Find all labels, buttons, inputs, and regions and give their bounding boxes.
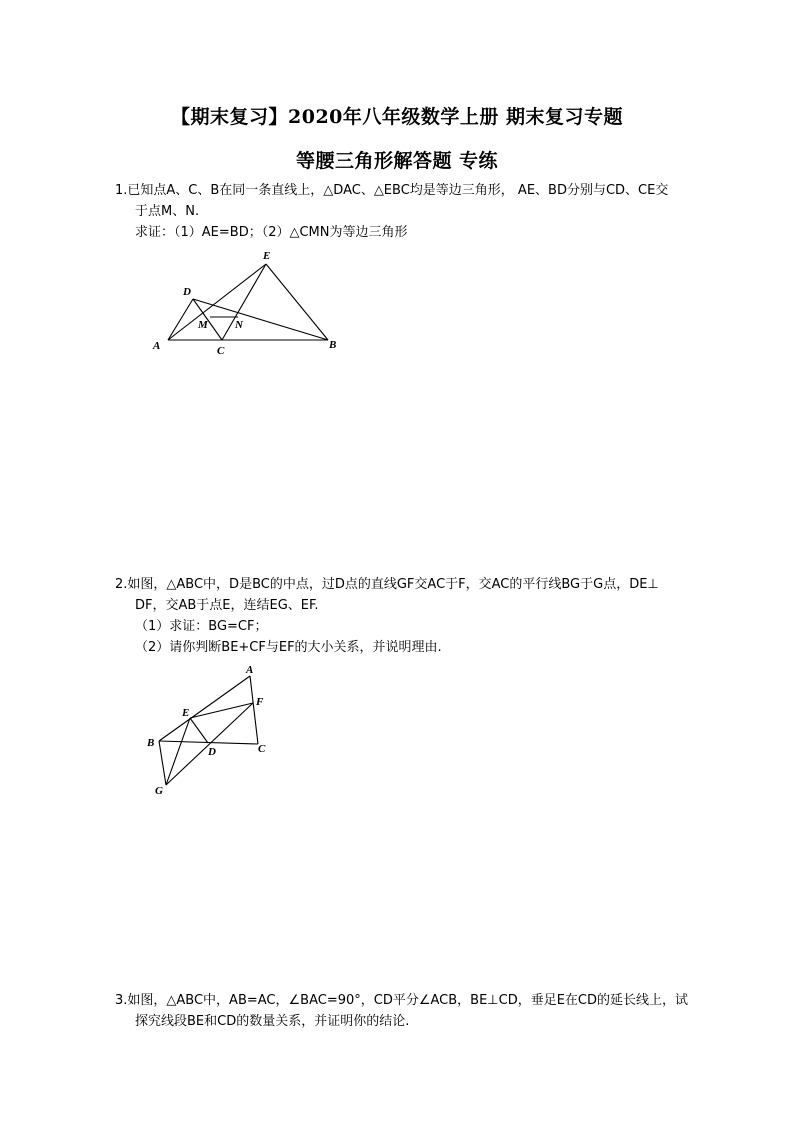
question-3 (115, 990, 703, 1032)
q1-label-M: M (198, 319, 208, 331)
q2-text-line3: （1）求证：BG=CF； (135, 619, 268, 634)
q1-label-N: N (235, 319, 243, 331)
q2-segment-DE (190, 718, 208, 743)
q1-label-D: D (183, 286, 191, 298)
q2-segment-AB (159, 676, 250, 741)
q2-label-E: E (182, 707, 190, 719)
q1-label-E: E (263, 250, 271, 262)
q1-label-A: A (153, 340, 161, 352)
q2-text-line4: （2）请你判断BE+CF与EF的大小关系，并说明理由. (135, 640, 442, 655)
q1-label-B: B (329, 339, 337, 351)
q2-segment-BC (159, 741, 258, 744)
q2-label-B: B (147, 737, 155, 749)
q2-label-G: G (155, 785, 163, 797)
q1-text-line3: 求证：（1）AE=BD；（2）△CMN为等边三角形 (135, 225, 408, 240)
q2-segment-AC (250, 676, 258, 744)
q3-text-line2: 探究线段BE和CD的数量关系，并证明你的结论. (135, 1014, 410, 1029)
q2-segment-EF (190, 703, 253, 718)
q2-label-C: C (258, 743, 266, 755)
q2-text-line1: 2.如图，△ABC中，D是BC的中点，过D点的直线GF交AC于F，交AC的平行线BG于G点，DE⊥ (115, 577, 659, 592)
q1-text-line2: 于点M、N. (135, 204, 200, 219)
q2-label-A: A (246, 664, 254, 676)
q2-segment-BG (159, 741, 166, 785)
q1-text-line1: 1.已知点A、C、B在同一条直线上，△DAC、△EBC均是等边三角形， AE、BD分别与CD、CE交 (115, 183, 669, 198)
q3-text-line1: 3.如图，△ABC中，AB=AC，∠BAC=90°，CD平分∠ACB，BE⊥CD，垂足E在CD的延长线上，试 (115, 993, 689, 1008)
q2-text-line2: DF，交AB于点E，连结EG、EF. (135, 598, 319, 613)
q2-label-D: D (208, 746, 216, 758)
q2-label-F: F (256, 696, 264, 708)
doc-title-line2: 等腰三角形解答题 专练 (295, 150, 499, 172)
q1-label-C: C (217, 345, 225, 357)
doc-title-line1: 【期末复习】2020年八年级数学上册 期末复习专题 (171, 106, 623, 128)
